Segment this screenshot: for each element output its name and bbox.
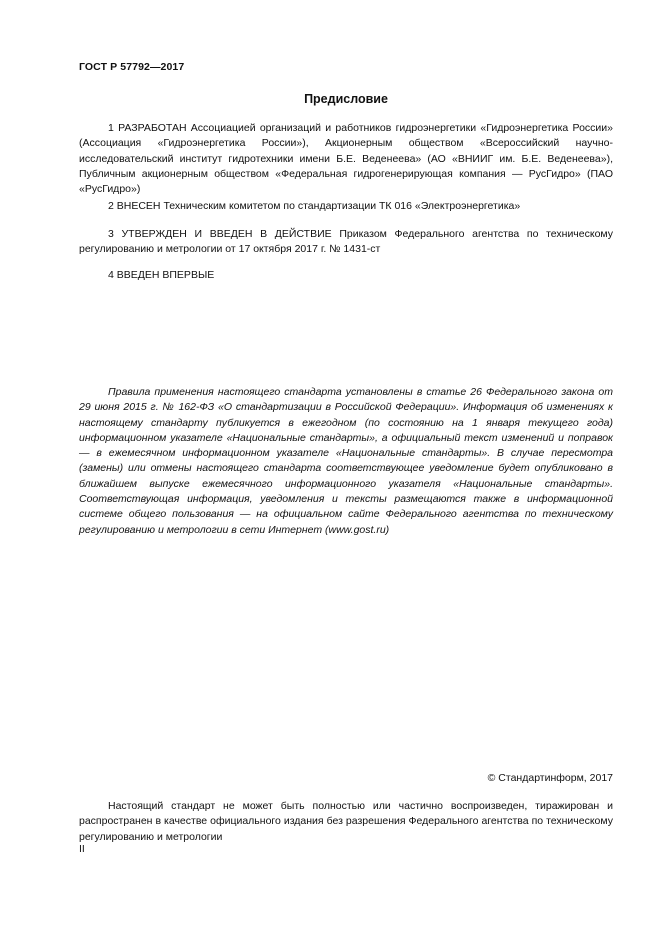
preface-title: Предисловие <box>304 92 388 106</box>
standard-code: ГОСТ Р 57792—2017 <box>79 61 185 73</box>
reproduction-notice: Настоящий стандарт не может быть полностью или частично воспроизведен, тиражирован и распространен в качестве официального издания без разрешения Федерального агентства по техническому регулированию и метрологии <box>79 800 613 843</box>
item-lead: 3 УТВЕРЖДЕН И ВВЕДЕН В ДЕЙСТВИЕ <box>108 228 332 240</box>
standard-notice: Правила применения настоящего стандарта установлены в статье 26 Федерального закона от 29 июня 2015 г. № 162-ФЗ «О стандартизации в Российской Федерации». Информация об изменениях к настоящему стандарту публикуется в ежегодном (по состоянию на 1 января текущего года) информационном указателе «Национальные стандарты», а официальный текст изменений и поправок — в ежемесячном информационном указателе «Национальные стандарты». В случае пересмотра (замены) или отмены настоящего стандарта соответствующее уведомление будет опубликовано в ближайшем выпуске ежемесячного информационного указателя «Национальные стандарты». Соответствующая информация, уведомления и тексты размещаются также в информационной системе общего пользования — на официальном сайте Федерального агентства по техническому регулированию и метрологии в сети Интернет (www.gost.ru) <box>79 386 613 536</box>
preface-item-first-introduced <box>79 268 613 283</box>
item-text: Приказом Федерального агентства по техническому регулированию и метрологии от 17 октября 2017 г. № 1431-ст <box>79 228 614 256</box>
preface-item-introduced <box>79 199 613 214</box>
preface-item-developed <box>79 121 613 197</box>
item-lead: 1 РАЗРАБОТАН <box>108 122 187 134</box>
item-text: Техническим комитетом по стандартизации ТК 016 «Электроэнергетика» <box>163 200 521 212</box>
copyright: © Стандартинформ, 2017 <box>487 772 613 784</box>
page-number: II <box>79 843 85 855</box>
item-lead: 2 ВНЕСЕН <box>108 200 161 212</box>
preface-item-approved <box>79 227 613 258</box>
item-text: Ассоциацией организаций и работников гидроэнергетики «Гидроэнергетика России» (Ассоциация «Гидроэнергетика России»), Акционерным обществом «Всероссийский научно-исследовательский институт гидротехники имени Б.Е. Веденеева» (АО «ВНИИГ им. Б.Е. Веденеева»), Публичным акционерным обществом «Федеральная гидрогенерирующая компания — РусГидро» (ПАО «РусГидро») <box>79 122 613 196</box>
item-lead: 4 ВВЕДЕН ВПЕРВЫЕ <box>108 269 215 281</box>
